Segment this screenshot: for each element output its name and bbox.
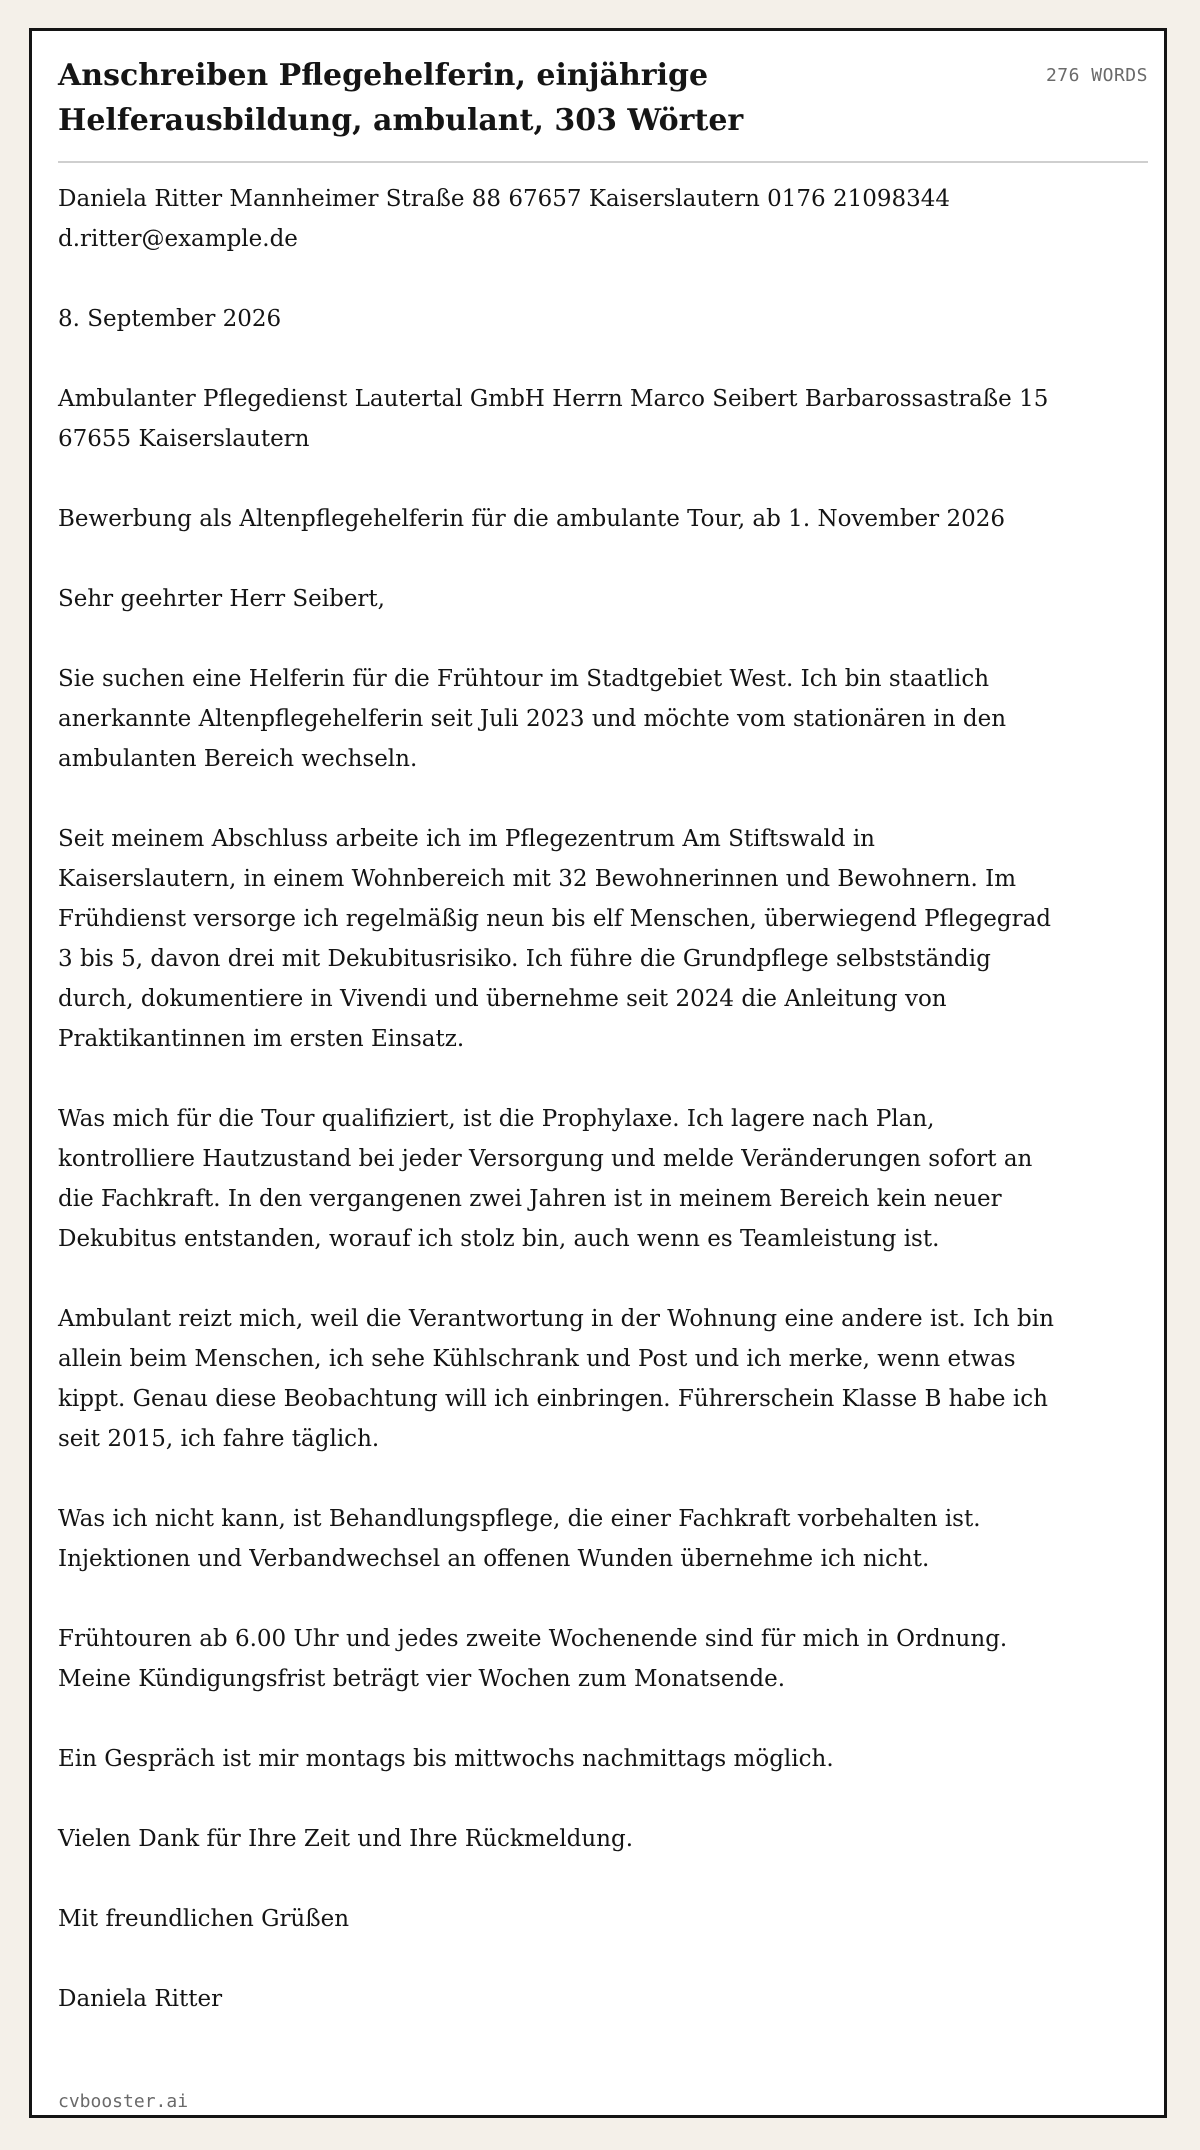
document-header xyxy=(58,53,1148,143)
body-paragraph: Seit meinem Abschluss arbeite ich im Pflegezentrum Am Stiftswald in Kaiserslautern, in einem Wohnbereich mit 32 Bewohnerinnen und Bewohnern. Im Frühdienst versorge ich regelmäßig neun bis elf Menschen, überwiegend Pflegegrad 3 bis 5, davon drei mit Dekubitusrisiko. Ich führe die Grundpflege selbstständig durch, dokumentiere in Vivendi und übernehme seit 2024 die Anleitung von Praktikantinnen im ersten Einsatz. xyxy=(58,826,1052,1052)
header-divider xyxy=(58,161,1148,163)
letter-closing: Mit freundlichen Grüßen xyxy=(58,1906,350,1932)
body-paragraph: Was ich nicht kann, ist Behandlungspflege, die einer Fachkraft vorbehalten ist. Injektionen und Verbandwechsel an offenen Wunden übernehme ich nicht. xyxy=(58,1506,981,1572)
letter-body xyxy=(58,179,1128,2019)
sender-address: Daniela Ritter Mannheimer Straße 88 67657 Kaiserslautern 0176 21098344 d.ritter@example.de xyxy=(58,186,951,252)
body-paragraph: Ambulant reizt mich, weil die Verantwortung in der Wohnung eine andere ist. Ich bin allein beim Menschen, ich sehe Kühlschrank und Post und ich merke, wenn etwas kippt. Genau diese Beobachtung will ich einbringen. Führerschein Klasse B habe ich seit 2015, ich fahre täglich. xyxy=(58,1306,1054,1452)
letter-salutation: Sehr geehrter Herr Seibert, xyxy=(58,586,385,612)
body-paragraph: Vielen Dank für Ihre Zeit und Ihre Rückmeldung. xyxy=(58,1826,634,1852)
letter-card xyxy=(29,28,1167,2118)
body-paragraph: Frühtouren ab 6.00 Uhr und jedes zweite Wochenende sind für mich in Ordnung. Meine Kündigungsfrist beträgt vier Wochen zum Monatsende. xyxy=(58,1626,1008,1692)
letter-signature: Daniela Ritter xyxy=(58,1986,223,2012)
document-title: Anschreiben Pflegehelferin, einjährige Helferausbildung, ambulant, 303 Wörter xyxy=(58,58,744,138)
word-count-badge: 276 WORDS xyxy=(1045,65,1148,86)
letter-subject: Bewerbung als Altenpflegehelferin für die ambulante Tour, ab 1. November 2026 xyxy=(58,506,1005,532)
body-paragraph: Ein Gespräch ist mir montags bis mittwochs nachmittags möglich. xyxy=(58,1746,834,1772)
body-paragraph: Sie suchen eine Helferin für die Frühtour im Stadtgebiet West. Ich bin staatlich anerkannte Altenpflegehelferin seit Juli 2023 und möchte vom stationären in den ambulanten Bereich wechseln. xyxy=(58,666,1007,772)
letter-date: 8. September 2026 xyxy=(58,306,282,332)
body-paragraph: Was mich für die Tour qualifiziert, ist die Prophylaxe. Ich lagere nach Plan, kontrolliere Hautzustand bei jeder Versorgung und melde Veränderungen sofort an die Fachkraft. In den vergangenen zwei Jahren ist in meinem Bereich kein neuer Dekubitus entstanden, worauf ich stolz bin, auch wenn es Teamleistung ist. xyxy=(58,1106,1033,1252)
brand-footer: cvbooster.ai xyxy=(58,2091,189,2112)
recipient-address: Ambulanter Pflegedienst Lautertal GmbH Herrn Marco Seibert Barbarossastraße 15 67655 Kaiserslautern xyxy=(58,386,1049,452)
